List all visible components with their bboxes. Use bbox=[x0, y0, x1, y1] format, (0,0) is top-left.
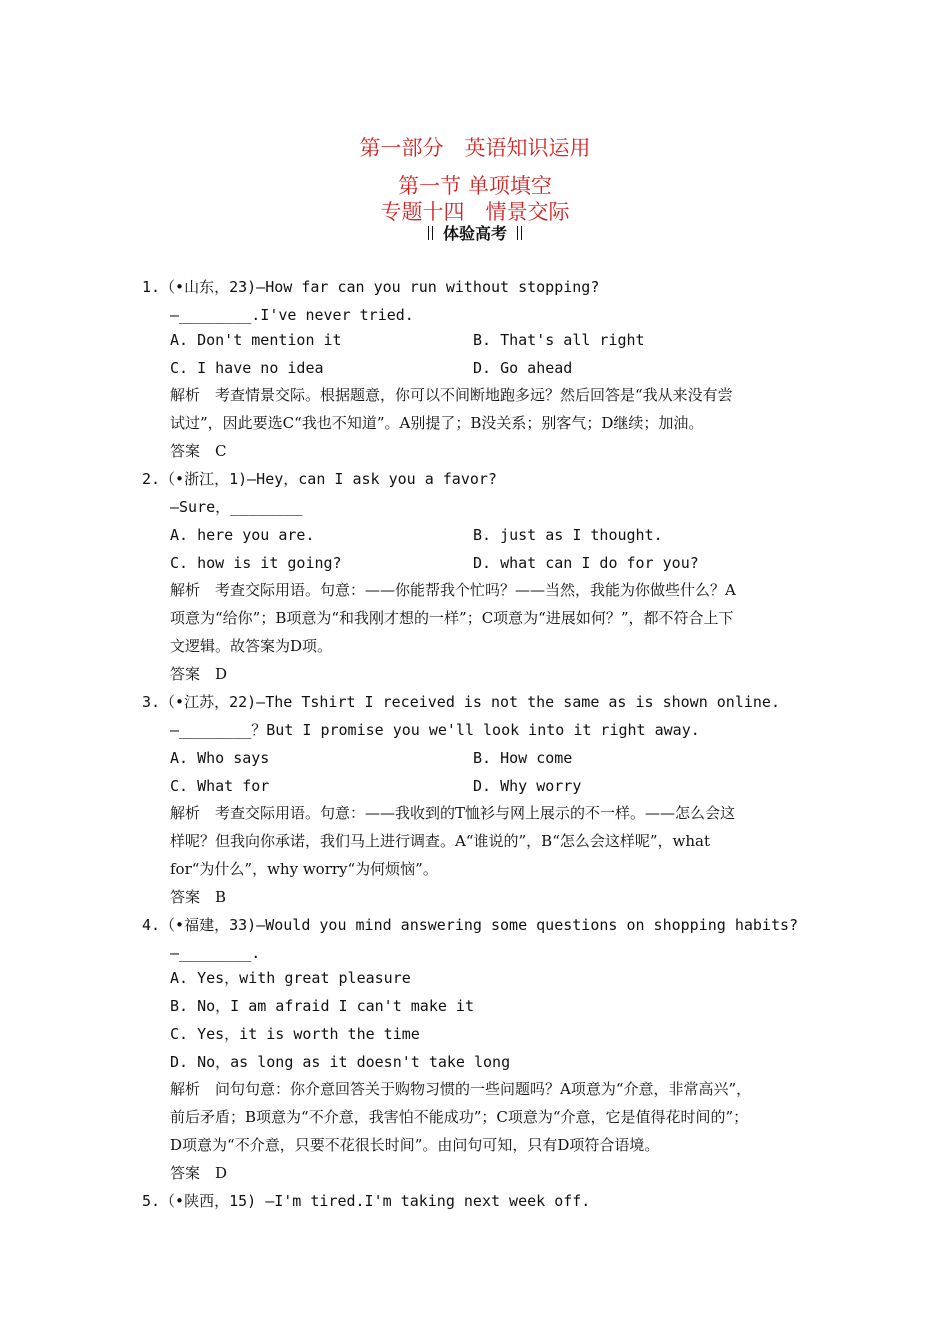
question-4-option-a: A. Yes，with great pleasure bbox=[170, 969, 411, 987]
question-2-stem: 2.（•浙江，1)—Hey，can I ask you a favor? bbox=[142, 470, 497, 488]
question-3-analysis-line-3: for“为什么”，why worry“为何烦恼”。 bbox=[170, 860, 438, 878]
question-3-option-c: C. What for bbox=[170, 777, 270, 795]
question-1-option-b: B. That's all right bbox=[473, 331, 645, 349]
question-4-analysis-line-3: D项意为“不介意，只要不花很长时间”。由问句可知，只有D项符合语境。 bbox=[170, 1136, 660, 1154]
question-4-option-b: B. No，I am afraid I can't make it bbox=[170, 997, 474, 1015]
question-4-answer: 答案 D bbox=[170, 1164, 228, 1182]
question-2-option-b: B. just as I thought. bbox=[473, 526, 663, 544]
question-5-stem: 5.（•陕西，15) —I'm tired.I'm taking next week off. bbox=[142, 1192, 591, 1210]
question-1-option-c: C. I have no idea bbox=[170, 359, 324, 377]
question-3-option-a: A. Who says bbox=[170, 749, 270, 767]
banner-label: 体验高考 bbox=[442, 224, 507, 243]
question-4-stem: 4.（•福建，33)—Would you mind answering some questions on shopping habits? bbox=[142, 916, 799, 934]
question-3-option-b: B. How come bbox=[473, 749, 573, 767]
banner-bar-right bbox=[517, 226, 522, 240]
question-1-option-a: A. Don't mention it bbox=[170, 331, 342, 349]
question-4-option-d: D. No，as long as it doesn't take long bbox=[170, 1053, 511, 1071]
question-2-option-a: A. here you are. bbox=[170, 526, 315, 544]
question-3-answer: 答案 B bbox=[170, 888, 227, 906]
question-4-blank: —________. bbox=[170, 944, 261, 962]
question-1-option-d: D. Go ahead bbox=[473, 359, 573, 377]
question-1-blank: —________.I've never tried. bbox=[170, 306, 414, 324]
question-2-analysis-line-2: 项意为“给你”；B项意为“和我刚才想的一样”；C项意为“进展如何？”，都不符合上下 bbox=[170, 609, 734, 627]
question-1-analysis-line-1: 解析 考查情景交际。根据题意，你可以不间断地跑多远？然后回答是“我从来没有尝 bbox=[170, 386, 733, 404]
question-1-stem: 1.（•山东，23)—How far can you run without stopping? bbox=[142, 278, 600, 296]
topic-title: 专题十四 情景交际 bbox=[380, 200, 570, 224]
question-2-option-d: D. what can I do for you? bbox=[473, 554, 699, 572]
question-2-blank: —Sure，________ bbox=[170, 498, 303, 516]
banner-bar-left bbox=[428, 226, 433, 240]
question-2-analysis-line-3: 文逻辑。故答案为D项。 bbox=[170, 637, 333, 655]
banner bbox=[0, 223, 950, 245]
question-2-option-c: C. how is it going? bbox=[170, 554, 342, 572]
section-title: 第一节 单项填空 bbox=[398, 174, 552, 198]
question-2-answer: 答案 D bbox=[170, 665, 228, 683]
question-4-analysis-line-1: 解析 问句句意：你介意回答关于购物习惯的一些问题吗？A项意为“介意，非常高兴”， bbox=[170, 1080, 752, 1098]
question-3-analysis-line-1: 解析 考查交际用语。句意：——我收到的T恤衫与网上展示的不一样。——怎么会这 bbox=[170, 804, 736, 822]
part-title: 第一部分 英语知识运用 bbox=[359, 136, 591, 160]
question-2-analysis-line-1: 解析 考查交际用语。句意：——你能帮我个忙吗？——当然，我能为你做些什么？A bbox=[170, 581, 736, 599]
question-4-analysis-line-2: 前后矛盾；B项意为“不介意，我害怕不能成功”；C项意为“介意，它是值得花时间的”； bbox=[170, 1108, 749, 1126]
question-3-analysis-line-2: 样呢？但我向你承诺，我们马上进行调查。A“谁说的”，B“怎么会这样呢”，what bbox=[170, 832, 711, 850]
question-1-analysis-line-2: 试过”，因此要选C“我也不知道”。A别提了；B没关系；别客气；D继续；加油。 bbox=[170, 414, 704, 432]
question-4-option-c: C. Yes，it is worth the time bbox=[170, 1025, 420, 1043]
question-1-answer: 答案 C bbox=[170, 442, 227, 460]
question-3-option-d: D. Why worry bbox=[473, 777, 582, 795]
question-3-blank: —________？But I promise you we'll look into it right away. bbox=[170, 721, 700, 739]
question-3-stem: 3.（•江苏，22)—The Tshirt I received is not the same as is shown online. bbox=[142, 693, 780, 711]
